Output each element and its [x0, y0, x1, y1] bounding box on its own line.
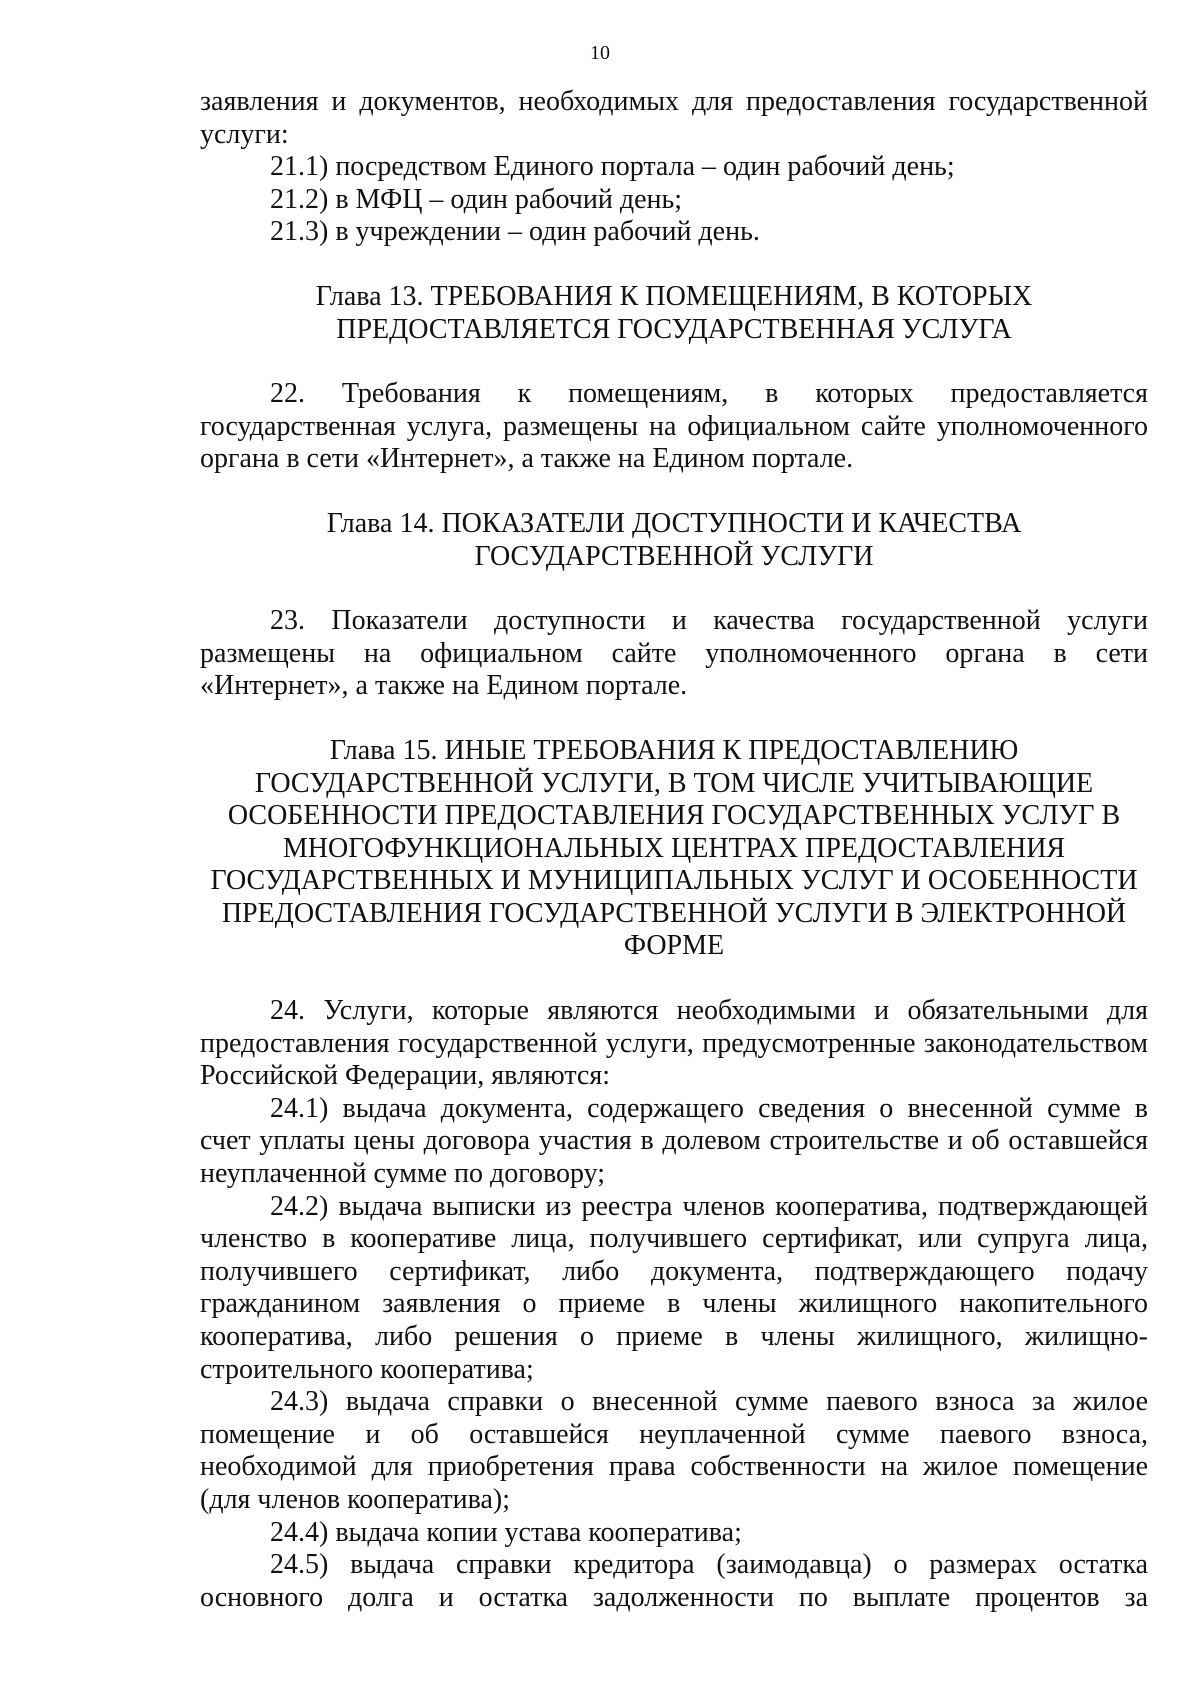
list-item: 24.4) выдача копии устава кооператива; [270, 1516, 742, 1548]
list-item: 24.3) выдача справки о внесенной сумме паевого взноса за жилое помещение и об оставшейся неуплаченной сумме паевого взноса, необходимой для приобретения права собственности на жилое помещение (для членов кооператива); [200, 1386, 1148, 1515]
page-number: 10 [590, 42, 610, 64]
chapter-heading: Глава 14. ПОКАЗАТЕЛИ ДОСТУПНОСТИ И КАЧЕСТВА ГОСУДАРСТВЕННОЙ УСЛУГИ [326, 507, 1022, 572]
list-item: 21.3) в учреждении – один рабочий день. [270, 216, 760, 248]
paragraph: 22. Требования к помещениям, в которых предоставляется государственная услуга, размещены на официальном сайте уполномоченного органа в сети «Интернет», а также на Едином портале. [200, 378, 1148, 475]
paragraph: 24. Услуги, которые являются необходимыми и обязательными для предоставления государственной услуги, предусмотренные законодательством Российской Федерации, являются: [200, 995, 1148, 1092]
list-item: 24.2) выдача выписки из реестра членов кооператива, подтверждающей членство в кооперативе лица, получившего сертификат, или супруга лица, получившего сертификат, либо документа, подтверждающего подачу гражданином заявления о приеме в члены жилищного накопительного кооператива, либо решения о приеме в члены жилищного, жилищно-строительного кооператива; [200, 1190, 1148, 1385]
list-item: 24.5) выдача справки кредитора (заимодавца) о размерах остатка основного долга и остатка задолженности по выплате процентов за [200, 1549, 1148, 1613]
list-item: 21.2) в МФЦ – один рабочий день; [270, 183, 683, 215]
list-item: 24.1) выдача документа, содержащего сведения о внесенной сумме в счет уплаты цены договора участия в долевом строительстве и об оставшейся неуплаченной сумме по договору; [200, 1092, 1148, 1190]
list-item: 21.1) посредством Единого портала – один рабочий день; [270, 151, 955, 183]
paragraph: заявления и документов, необходимых для предоставления государственной услуги: [200, 86, 1148, 150]
document-body [200, 86, 1148, 1614]
chapter-heading: Глава 15. ИНЫЕ ТРЕБОВАНИЯ К ПРЕДОСТАВЛЕНИЮ ГОСУДАРСТВЕННОЙ УСЛУГИ, В ТОМ ЧИСЛЕ УЧИТЫВАЮЩИЕ ОСОБЕННОСТИ ПРЕДОСТАВЛЕНИЯ ГОСУДАРСТВЕННЫХ УСЛУГ В МНОГОФУНКЦИОНАЛЬНЫХ ЦЕНТРАХ ПРЕДОСТАВЛЕНИЯ ГОСУДАРСТВЕННЫХ И МУНИЦИПАЛЬНЫХ УСЛУГ И ОСОБЕННОСТИ ПРЕДОСТАВЛЕНИЯ ГОСУДАРСТВЕННОЙ УСЛУГИ В ЭЛЕКТРОННОЙ ФОРМЕ [210, 734, 1138, 962]
paragraph: 23. Показатели доступности и качества государственной услуги размещены на официальном сайте уполномоченного органа в сети «Интернет», а также на Едином портале. [200, 605, 1148, 702]
chapter-heading: Глава 13. ТРЕБОВАНИЯ К ПОМЕЩЕНИЯМ, В КОТОРЫХ ПРЕДОСТАВЛЯЕТСЯ ГОСУДАРСТВЕННАЯ УСЛУГА [315, 280, 1033, 345]
